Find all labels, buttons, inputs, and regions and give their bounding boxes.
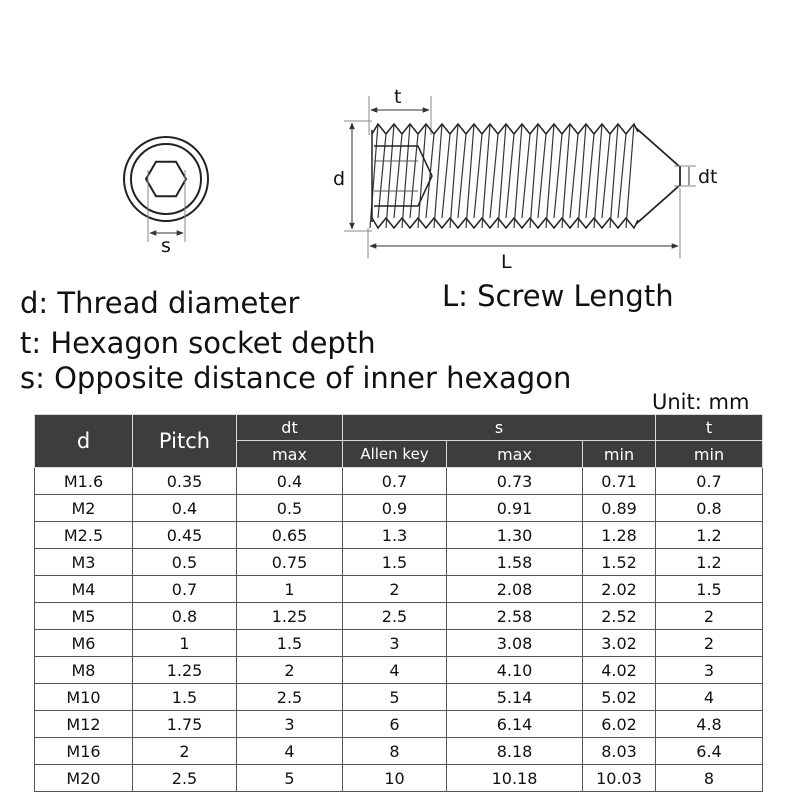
cell-d: M1.6 — [35, 468, 133, 495]
header-dt: dt — [237, 415, 343, 441]
table-row — [35, 711, 763, 738]
cell-allen-key: 2.5 — [343, 603, 447, 630]
cell-t-min: 1.5 — [656, 576, 763, 603]
cone-point — [636, 128, 680, 224]
t-label: t — [394, 86, 402, 108]
cell-pitch: 0.7 — [133, 576, 237, 603]
cell-d: M4 — [35, 576, 133, 603]
cell-pitch: 0.8 — [133, 603, 237, 630]
cell-s-min: 0.89 — [583, 495, 656, 522]
cell-t-min: 4 — [656, 684, 763, 711]
cell-s-max: 10.18 — [447, 765, 583, 792]
cell-dt-max: 0.4 — [237, 468, 343, 495]
cell-allen-key: 5 — [343, 684, 447, 711]
spec-table-body — [35, 468, 763, 792]
thread-flanks — [370, 124, 634, 228]
cell-t-min: 6.4 — [656, 738, 763, 765]
d-label: d — [333, 168, 346, 190]
cell-s-max: 3.08 — [447, 630, 583, 657]
s-label: s — [161, 235, 171, 257]
cell-d: M6 — [35, 630, 133, 657]
header-s: s — [343, 415, 656, 441]
header-t-min: min — [656, 441, 763, 468]
cell-s-min: 10.03 — [583, 765, 656, 792]
hex-socket — [146, 162, 186, 197]
cell-s-max: 6.14 — [447, 711, 583, 738]
cell-allen-key: 6 — [343, 711, 447, 738]
cell-pitch: 1.75 — [133, 711, 237, 738]
cell-t-min: 1.2 — [656, 549, 763, 576]
header-s-min: min — [583, 441, 656, 468]
spec-table — [34, 414, 763, 792]
cell-pitch: 0.45 — [133, 522, 237, 549]
table-row — [35, 576, 763, 603]
end-view-inner-circle — [131, 144, 201, 214]
cell-s-min: 5.02 — [583, 684, 656, 711]
cell-d: M16 — [35, 738, 133, 765]
cell-pitch: 0.4 — [133, 495, 237, 522]
cell-s-max: 2.58 — [447, 603, 583, 630]
cell-t-min: 2 — [656, 630, 763, 657]
cell-allen-key: 1.5 — [343, 549, 447, 576]
cell-s-min: 1.52 — [583, 549, 656, 576]
cell-s-min: 4.02 — [583, 657, 656, 684]
table-row — [35, 603, 763, 630]
cell-dt-max: 2.5 — [237, 684, 343, 711]
cell-t-min: 2 — [656, 603, 763, 630]
header-t: t — [656, 415, 763, 441]
cell-s-min: 6.02 — [583, 711, 656, 738]
header-s-max: max — [447, 441, 583, 468]
legend-socket-depth: t: Hexagon socket depth — [20, 326, 376, 360]
cell-t-min: 0.7 — [656, 468, 763, 495]
cell-s-min: 8.03 — [583, 738, 656, 765]
cell-s-min: 1.28 — [583, 522, 656, 549]
cell-t-min: 0.8 — [656, 495, 763, 522]
cell-dt-max: 3 — [237, 711, 343, 738]
table-row — [35, 495, 763, 522]
cell-pitch: 1.25 — [133, 657, 237, 684]
end-view — [124, 137, 208, 257]
cell-s-max: 2.08 — [447, 576, 583, 603]
table-row — [35, 684, 763, 711]
cell-pitch: 2.5 — [133, 765, 237, 792]
dt-label: dt — [698, 166, 718, 188]
unit-label: Unit: mm — [652, 390, 750, 414]
cell-dt-max: 0.65 — [237, 522, 343, 549]
cell-allen-key: 0.7 — [343, 468, 447, 495]
table-row — [35, 522, 763, 549]
table-row — [35, 468, 763, 495]
cell-pitch: 2 — [133, 738, 237, 765]
header-dt-max: max — [237, 441, 343, 468]
cell-t-min: 1.2 — [656, 522, 763, 549]
cell-pitch: 0.35 — [133, 468, 237, 495]
L-label: L — [501, 251, 512, 273]
cell-allen-key: 2 — [343, 576, 447, 603]
legend-screw-length: L: Screw Length — [442, 279, 674, 313]
header-pitch: Pitch — [133, 415, 237, 468]
table-row — [35, 765, 763, 792]
cell-dt-max: 0.5 — [237, 495, 343, 522]
cell-d: M20 — [35, 765, 133, 792]
cell-allen-key: 3 — [343, 630, 447, 657]
cell-d: M3 — [35, 549, 133, 576]
cell-pitch: 0.5 — [133, 549, 237, 576]
set-screw-diagram — [0, 0, 800, 290]
cell-t-min: 8 — [656, 765, 763, 792]
cell-s-max: 0.91 — [447, 495, 583, 522]
cell-d: M2.5 — [35, 522, 133, 549]
cell-dt-max: 4 — [237, 738, 343, 765]
cell-s-max: 0.73 — [447, 468, 583, 495]
cell-d: M10 — [35, 684, 133, 711]
cell-allen-key: 0.9 — [343, 495, 447, 522]
cell-s-max: 1.30 — [447, 522, 583, 549]
cell-allen-key: 4 — [343, 657, 447, 684]
side-view — [333, 86, 718, 273]
cell-d: M5 — [35, 603, 133, 630]
cell-s-max: 4.10 — [447, 657, 583, 684]
cell-s-max: 5.14 — [447, 684, 583, 711]
table-row — [35, 657, 763, 684]
cell-dt-max: 1 — [237, 576, 343, 603]
end-view-outer-circle — [124, 137, 208, 221]
cell-d: M2 — [35, 495, 133, 522]
table-row — [35, 549, 763, 576]
header-allen-key: Allen key — [343, 441, 447, 468]
cell-t-min: 3 — [656, 657, 763, 684]
cell-s-min: 3.02 — [583, 630, 656, 657]
cell-allen-key: 8 — [343, 738, 447, 765]
cell-s-min: 0.71 — [583, 468, 656, 495]
cell-dt-max: 5 — [237, 765, 343, 792]
cell-dt-max: 0.75 — [237, 549, 343, 576]
cell-pitch: 1.5 — [133, 684, 237, 711]
table-row — [35, 738, 763, 765]
cell-dt-max: 1.25 — [237, 603, 343, 630]
cell-allen-key: 1.3 — [343, 522, 447, 549]
cell-d: M8 — [35, 657, 133, 684]
cell-t-min: 4.8 — [656, 711, 763, 738]
cell-pitch: 1 — [133, 630, 237, 657]
legend-thread-diameter: d: Thread diameter — [20, 286, 300, 320]
thread-bottom-edge — [372, 218, 638, 228]
cell-s-min: 2.52 — [583, 603, 656, 630]
cell-allen-key: 10 — [343, 765, 447, 792]
cell-s-min: 2.02 — [583, 576, 656, 603]
table-row — [35, 630, 763, 657]
cell-dt-max: 1.5 — [237, 630, 343, 657]
legend-hex-distance: s: Opposite distance of inner hexagon — [20, 361, 572, 395]
cell-s-max: 8.18 — [447, 738, 583, 765]
header-d: d — [35, 415, 133, 468]
cell-dt-max: 2 — [237, 657, 343, 684]
cell-d: M12 — [35, 711, 133, 738]
cell-s-max: 1.58 — [447, 549, 583, 576]
